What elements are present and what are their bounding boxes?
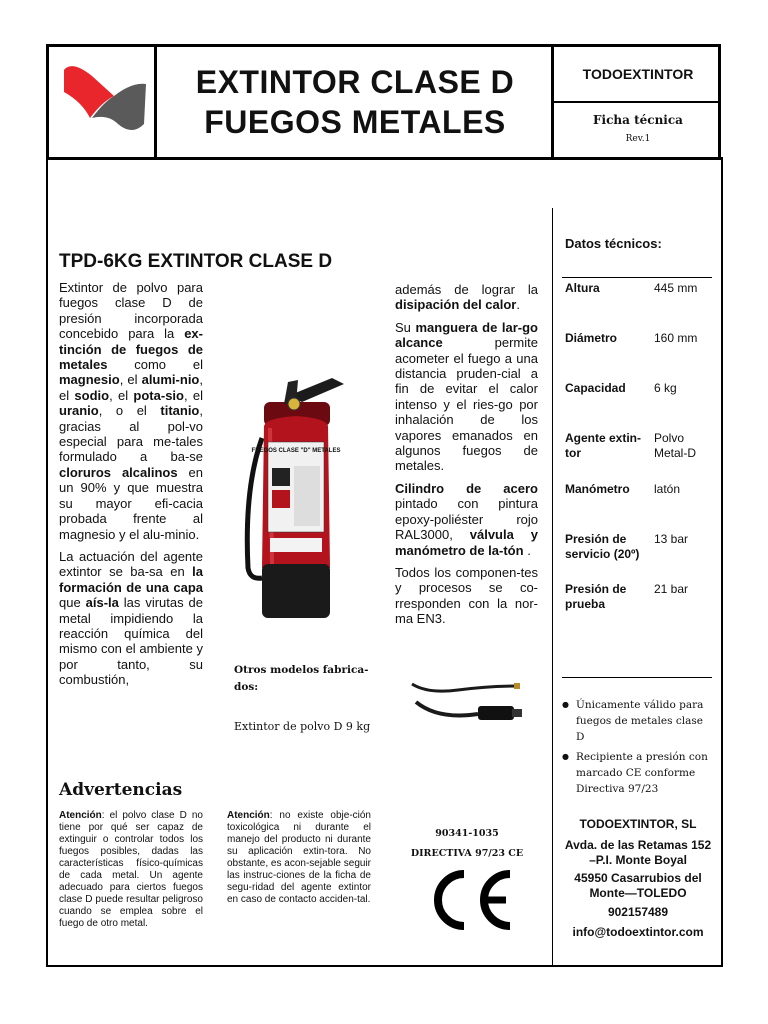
contact-company: TODOEXTINTOR, SL	[579, 817, 697, 831]
description-paragraph: además de lograr la disipación del calor.	[395, 282, 538, 313]
description-paragraph: Todos los componen-tes y procesos se co-rresponden con la nor-ma EN3.	[395, 564, 538, 627]
certification-code: 90341-1035	[435, 828, 499, 839]
directive: DIRECTIVA 97/23 CE	[410, 848, 524, 859]
description-paragraph: Cilindro de acero pintado con pintura epoxy-poliéster rojo RAL3000, válvula y manómetro de la-tón .	[395, 480, 538, 558]
contact-phone: 902157489	[607, 905, 669, 919]
description-paragraph: La actuación del agente extintor se ba-sa en la formación de una capa que aís-la las virutas de metal impidiendo la reacción química del mismo con el ambiente y por tanto, su combustión,	[59, 548, 204, 688]
extinguisher-label-text: FUEGOS CLASE "D" METALES	[251, 448, 341, 454]
doc-type: Ficha técnica	[593, 113, 683, 127]
tech-value: 160 mm	[654, 331, 698, 345]
header-company: TODOEXTINTOR	[582, 66, 694, 82]
tech-label: Altura	[565, 281, 600, 295]
tech-label: Presión de prueba	[565, 582, 627, 611]
tech-label: Capacidad	[565, 381, 626, 395]
product-description-right	[395, 282, 538, 634]
contact-address-2: 45950 Casarrubios del Monte—TOLEDO	[574, 871, 702, 900]
notes-list	[562, 697, 714, 801]
hose	[247, 438, 262, 578]
tech-label: Presión de servicio (20º)	[565, 532, 640, 561]
revision: Rev.1	[625, 134, 651, 144]
tech-value: latón	[654, 482, 681, 496]
company-logo	[62, 62, 148, 138]
tech-label: Diámetro	[565, 331, 618, 345]
warning-text-1: Atención: el polvo clase D no tiene por qué ser capaz de extinguir o controlar todos los fuegos posibles, dadas las características físico-químicas de cada metal. Un agente adecuado para ciertos fuegos clase D puede resultar peligroso cuando se emplea sobre el fuego de otro metal.	[59, 810, 203, 929]
other-models-title: Otros modelos fabrica-dos:	[234, 664, 369, 693]
tech-data-title: Datos técnicos:	[565, 236, 662, 251]
contact-address-1: Avda. de las Retamas 152 –P.I. Monte Boyal	[564, 838, 712, 867]
tech-label: Manómetro	[565, 482, 630, 496]
list-item: ● Recipiente a presión con marcado CE conforme Directiva 97/23	[562, 749, 714, 797]
tech-value: 13 bar	[654, 532, 689, 546]
warning-text-2: Atención: no existe obje-ción toxicológica ni durante el manejo del producto ni durante su aplicación extin-tora. No obstante, es acon-sejable seguir las instruc-ciones de la ficha de segu-ridad del agente extintor en caso de contacto acciden-tal.	[227, 810, 371, 905]
warnings-title: Advertencias	[59, 780, 183, 800]
product-title: TPD-6KG EXTINTOR CLASE D	[59, 251, 333, 272]
tech-value: 6 kg	[654, 381, 677, 395]
extinguisher-image	[236, 368, 356, 620]
product-description-left	[59, 280, 203, 695]
tech-value: Polvo Metal-D	[654, 431, 697, 460]
list-item: ● Únicamente válido para fuegos de metales clase D	[562, 697, 714, 745]
description-paragraph: Extintor de polvo para fuegos clase D de presión incorporada concebido para la ex-tinción de fuegos de metales como el magnesio, el alumi-nio, el sodio, el pota-sio, el uranio, o el titanio, gracias al pol-vo especial para me-tales formulado a ba-se cloruros alcalinos en un 90% y que muestra su mayor efi-cacia probada frente al magnesio y el alu-minio.	[59, 280, 204, 542]
contact-email: info@todoextintor.com	[572, 925, 704, 939]
tech-value: 445 mm	[654, 281, 698, 295]
other-models-item: Extintor de polvo D 9 kg	[234, 720, 371, 733]
hose-image	[408, 672, 526, 732]
description-paragraph: Su manguera de lar-go alcance permite acometer el fuego a una distancia pruden-cial a fin de evitar el calor intenso y el ries-go por inhalación de los vapores emanados en algunos fuegos de metales.	[395, 319, 539, 474]
ce-mark	[426, 868, 516, 932]
tech-value: 21 bar	[654, 582, 689, 596]
page-title: EXTINTOR CLASE D FUEGOS METALES	[195, 64, 515, 140]
tech-label: Agente extin-tor	[565, 431, 642, 460]
